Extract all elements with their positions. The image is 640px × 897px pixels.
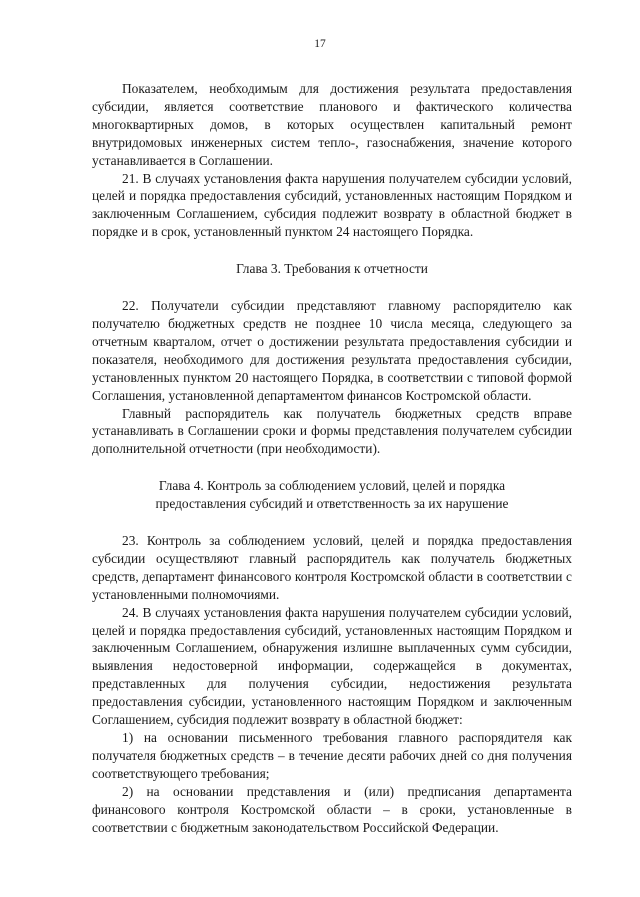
paragraph-22-additional: Главный распорядитель как получатель бюджетных средств вправе устанавливать в Соглашении сроки и формы представления получателем субсидии дополнительной отчетности (при необходимости).: [92, 405, 572, 457]
paragraph-23: 23. Контроль за соблюдением условий, целей и порядка предоставления субсидии осуществляют главный распорядитель как получатель бюджетных средств, департамент финансового контроля Костромской области в соответствии с установленными полномочиями.: [92, 533, 572, 602]
paragraph-24: 24. В случаях установления факта нарушения получателем субсидии условий, целей и порядка предоставления субсидий, установленных настоящим Порядком и заключенным Соглашением, обнаружения излишне выплаченных сумм субсидии, выявления недостоверной информации, содержащейся в документах, представленных для получения субсидии, недостижения результата предоставления субсидии, установленного настоящим Порядком и заключенным Соглашением, субсидия подлежит возврату в областной бюджет:: [92, 604, 572, 728]
page-number: 17: [314, 38, 326, 50]
paragraph-indicator: Показателем, необходимым для достижения результата предоставления субсидии, является соответствие планового и фактического количества многоквартирных домов, в которых осуществлен капитальный ремонт внутридомовых инженерных систем тепло-, газоснабжения, значение которого устанавливается в Соглашении.: [92, 81, 572, 168]
chapter-4-heading-line-2: предоставления субсидий и ответственность за их нарушение: [155, 496, 509, 512]
paragraph-22: 22. Получатели субсидии представляют главному распорядителю как получателю бюджетных средств не позднее 10 числа месяца, следующего за отчетным кварталом, отчет о достижении результата предоставления субсидии и показателя, необходимого для достижения результата предоставления субсидии, установленных пунктом 20 настоящего Порядка, в соответствии с типовой формой Соглашения, установленной департаментом финансов Костромской области.: [92, 298, 572, 403]
spacer: [92, 513, 572, 532]
chapter-4-heading: [92, 477, 572, 513]
spacer: [92, 241, 572, 260]
chapter-4-heading-line-1: Глава 4. Контроль за соблюдением условий, целей и порядка: [158, 478, 506, 494]
document-body: [92, 80, 572, 836]
list-item-2: 2) на основании представления и (или) предписания департамента финансового контроля Костромской области – в сроки, установленные в соответствии с бюджетным законодательством Российской Федерации.: [92, 783, 572, 835]
spacer: [92, 458, 572, 477]
chapter-3-heading: Глава 3. Требования к отчетности: [236, 261, 428, 277]
spacer: [92, 278, 572, 297]
list-item-1: 1) на основании письменного требования главного распорядителя как получателя бюджетных средств – в течение десяти рабочих дней со дня получения соответствующего требования;: [92, 730, 572, 781]
paragraph-21: 21. В случаях установления факта нарушения получателем субсидии условий, целей и порядка предоставления субсидий, установленных настоящим Порядком и заключенным Соглашением, субсидия подлежит возврату в областной бюджет в порядке и в срок, установленный пунктом 24 настоящего Порядка.: [92, 170, 572, 240]
